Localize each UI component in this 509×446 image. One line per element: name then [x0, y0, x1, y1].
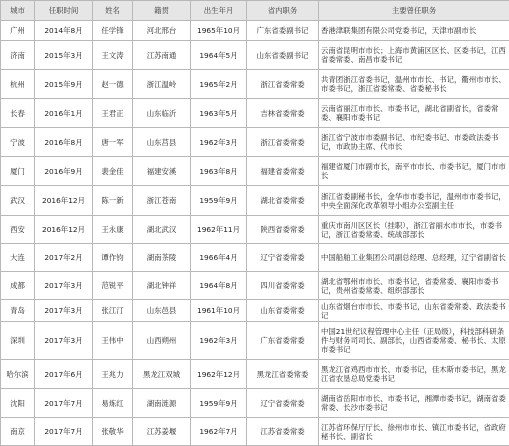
cell-birth: 1959年9月	[191, 186, 247, 216]
cell-date: 2015年9月	[35, 70, 93, 99]
cell-post: 福建省委常委	[247, 157, 319, 186]
cell-post: 吉林省委常委	[247, 99, 319, 128]
cell-city: 哈尔滨	[1, 360, 35, 389]
cell-birth: 1961年10月	[191, 300, 247, 322]
table-row	[1, 418, 509, 446]
cell-name: 谭作钧	[93, 244, 133, 272]
table-row	[1, 21, 509, 41]
cell-date: 2016年12月	[35, 186, 93, 216]
cell-history: 云南省昆明市市长；上海市黄浦区区长、区委书记，江西省委常委、南昌市委书记	[319, 41, 509, 70]
cell-post: 广东省委常委	[247, 322, 319, 360]
cell-history: 黑龙江省鸡西市市长、市委书记，佳木斯市委书记，黑龙江省农垦总局党委书记	[319, 360, 509, 389]
cell-origin: 湖北钟祥	[133, 272, 191, 300]
cell-city: 沈阳	[1, 389, 35, 418]
table-row	[1, 41, 509, 70]
cell-post: 陕西省委常委	[247, 216, 319, 244]
table-row	[1, 157, 509, 186]
table-row	[1, 186, 509, 216]
cell-post: 辽宁省委常委	[247, 389, 319, 418]
cell-origin: 黑龙江双城	[133, 360, 191, 389]
cell-city: 宁波	[1, 128, 35, 157]
cell-history: 共青团浙江省委书记，温州市市长、书记，衢州市市长、市委书记，浙江省委常委、省委秘书长	[319, 70, 509, 99]
cell-history: 重庆市南川区区长（挂职），浙江省丽水市市长，市委书记，浙江省委常委、统战部部长	[319, 216, 509, 244]
cell-origin: 湖南涟源	[133, 389, 191, 418]
header-name: 姓名	[93, 1, 133, 21]
header-row	[1, 1, 509, 21]
cell-birth: 1964年8月	[191, 272, 247, 300]
cell-name: 裴金佳	[93, 157, 133, 186]
cell-origin: 湖北武汉	[133, 216, 191, 244]
cell-history: 浙江省宁波市市委副书记、市纪委书记、市委政法委书记，市政协主席、代市长	[319, 128, 509, 157]
cell-date: 2016年1月	[35, 99, 93, 128]
cell-birth: 1962年12月	[191, 360, 247, 389]
cell-date: 2016年12月	[35, 216, 93, 244]
cell-origin: 山东邑县	[133, 300, 191, 322]
cell-name: 范锐平	[93, 272, 133, 300]
cell-origin: 江苏南通	[133, 41, 191, 70]
cell-history: 香港津联集团有限公司党委书记，天津市副市长	[319, 21, 509, 41]
cell-birth: 1966年4月	[191, 244, 247, 272]
cell-birth: 1965年10月	[191, 21, 247, 41]
table-row	[1, 300, 509, 322]
cell-birth: 1962年11月	[191, 216, 247, 244]
cell-date: 2017年7月	[35, 418, 93, 446]
cell-date: 2014年8月	[35, 21, 93, 41]
cell-origin: 福建安溪	[133, 157, 191, 186]
cell-date: 2015年3月	[35, 41, 93, 70]
cell-birth: 1962年7月	[191, 418, 247, 446]
header-birth: 出生年月	[191, 1, 247, 21]
cell-city: 南京	[1, 418, 35, 446]
cell-post: 山东省委副书记	[247, 41, 319, 70]
cell-birth: 1963年5月	[191, 99, 247, 128]
cell-post: 浙江省委常委	[247, 128, 319, 157]
table-row	[1, 244, 509, 272]
cell-city: 西安	[1, 216, 35, 244]
header-origin: 籍贯	[133, 1, 191, 21]
cell-history: 福建省厦门市副市长，南平市市长、市委书记，厦门市市长	[319, 157, 509, 186]
cell-name: 王文涛	[93, 41, 133, 70]
cell-name: 张敬华	[93, 418, 133, 446]
cell-city: 成都	[1, 272, 35, 300]
cell-origin: 江苏姜堰	[133, 418, 191, 446]
cell-birth: 1962年3月	[191, 128, 247, 157]
cell-origin: 湖南茶陵	[133, 244, 191, 272]
table-row	[1, 322, 509, 360]
cell-history: 湖南省岳阳市市长、市委书记，湘潭市委书记，湖南省委常委、长沙市委书记	[319, 389, 509, 418]
cell-date: 2017年3月	[35, 322, 93, 360]
cell-name: 王伟中	[93, 322, 133, 360]
cell-origin: 山东临沂	[133, 99, 191, 128]
cell-date: 2017年7月	[35, 389, 93, 418]
cell-post: 四川省委常委	[247, 272, 319, 300]
cell-post: 山东省委常委	[247, 300, 319, 322]
cell-city: 深圳	[1, 322, 35, 360]
header-history: 主要曾任职务	[319, 1, 509, 21]
cell-post: 辽宁省委常委	[247, 244, 319, 272]
cell-post: 江苏省委常委	[247, 418, 319, 446]
cell-city: 长春	[1, 99, 35, 128]
cell-post: 黑龙江省委常委	[247, 360, 319, 389]
header-city: 城市	[1, 1, 35, 21]
cell-name: 王永康	[93, 216, 133, 244]
cell-post: 浙江省委常委	[247, 70, 319, 99]
cell-history: 浙江省委副秘书长，金华市市委书记，温州市市委书记，中央全面深化改革领导小组办公室副主任	[319, 186, 509, 216]
cell-post: 湖北省委常委	[247, 186, 319, 216]
cell-birth: 1962年3月	[191, 322, 247, 360]
table-row	[1, 272, 509, 300]
cell-name: 王君正	[93, 99, 133, 128]
cell-origin: 山西朔州	[133, 322, 191, 360]
table-row	[1, 99, 509, 128]
cell-history: 江苏省环保厅厅长、徐州市市长、镇江市委书记，省政府秘书长、副省长	[319, 418, 509, 446]
cell-city: 大连	[1, 244, 35, 272]
cell-date: 2016年9月	[35, 157, 93, 186]
cell-birth: 1963年8月	[191, 157, 247, 186]
cell-history: 山东省烟台市市长、市委书记，山东省委常委、政法委书记	[319, 300, 509, 322]
table-row	[1, 128, 509, 157]
cell-city: 杭州	[1, 70, 35, 99]
cell-origin: 浙江温岭	[133, 70, 191, 99]
cell-date: 2017年2月	[35, 244, 93, 272]
table-row	[1, 389, 509, 418]
cell-history: 云南省丽江市市长、市委书记，湖北省副省长，省委常委、襄阳市委书记	[319, 99, 509, 128]
cell-city: 济南	[1, 41, 35, 70]
cell-date: 2017年3月	[35, 300, 93, 322]
cell-name: 赵一德	[93, 70, 133, 99]
cell-birth: 1964年5月	[191, 41, 247, 70]
header-date: 任职时间	[35, 1, 93, 21]
cell-birth: 1965年2月	[191, 70, 247, 99]
cell-name: 唐一军	[93, 128, 133, 157]
cell-origin: 浙江苍南	[133, 186, 191, 216]
table-row	[1, 360, 509, 389]
cell-name: 陈一新	[93, 186, 133, 216]
cell-origin: 河北邢台	[133, 21, 191, 41]
cell-name: 张江汀	[93, 300, 133, 322]
cell-name: 易炼红	[93, 389, 133, 418]
cell-name: 任学锋	[93, 21, 133, 41]
cell-origin: 山东莒县	[133, 128, 191, 157]
cell-city: 厦门	[1, 157, 35, 186]
cell-date: 2017年3月	[35, 272, 93, 300]
cell-history: 湖北省鄂州市市长、市委书记，省委常委、襄阳市委书记，贵州省委常委、组织部部长	[319, 272, 509, 300]
header-post: 省内职务	[247, 1, 319, 21]
cell-history: 中国船舶工业集团公司副总经理、总经理，辽宁省副省长	[319, 244, 509, 272]
cell-birth: 1959年9月	[191, 389, 247, 418]
cell-name: 王兆力	[93, 360, 133, 389]
cell-date: 2017年6月	[35, 360, 93, 389]
cell-city: 广州	[1, 21, 35, 41]
cell-city: 青岛	[1, 300, 35, 322]
cell-date: 2016年8月	[35, 128, 93, 157]
table-row	[1, 70, 509, 99]
table-body	[1, 21, 509, 446]
cell-city: 武汉	[1, 186, 35, 216]
cell-history: 中国21世纪议程管理中心主任（正局级），科技部科研条件与财务司司长、副部长，山西省委常委、秘书长、太原市委书记	[319, 322, 509, 360]
table-row	[1, 216, 509, 244]
cell-post: 广东省委副书记	[247, 21, 319, 41]
